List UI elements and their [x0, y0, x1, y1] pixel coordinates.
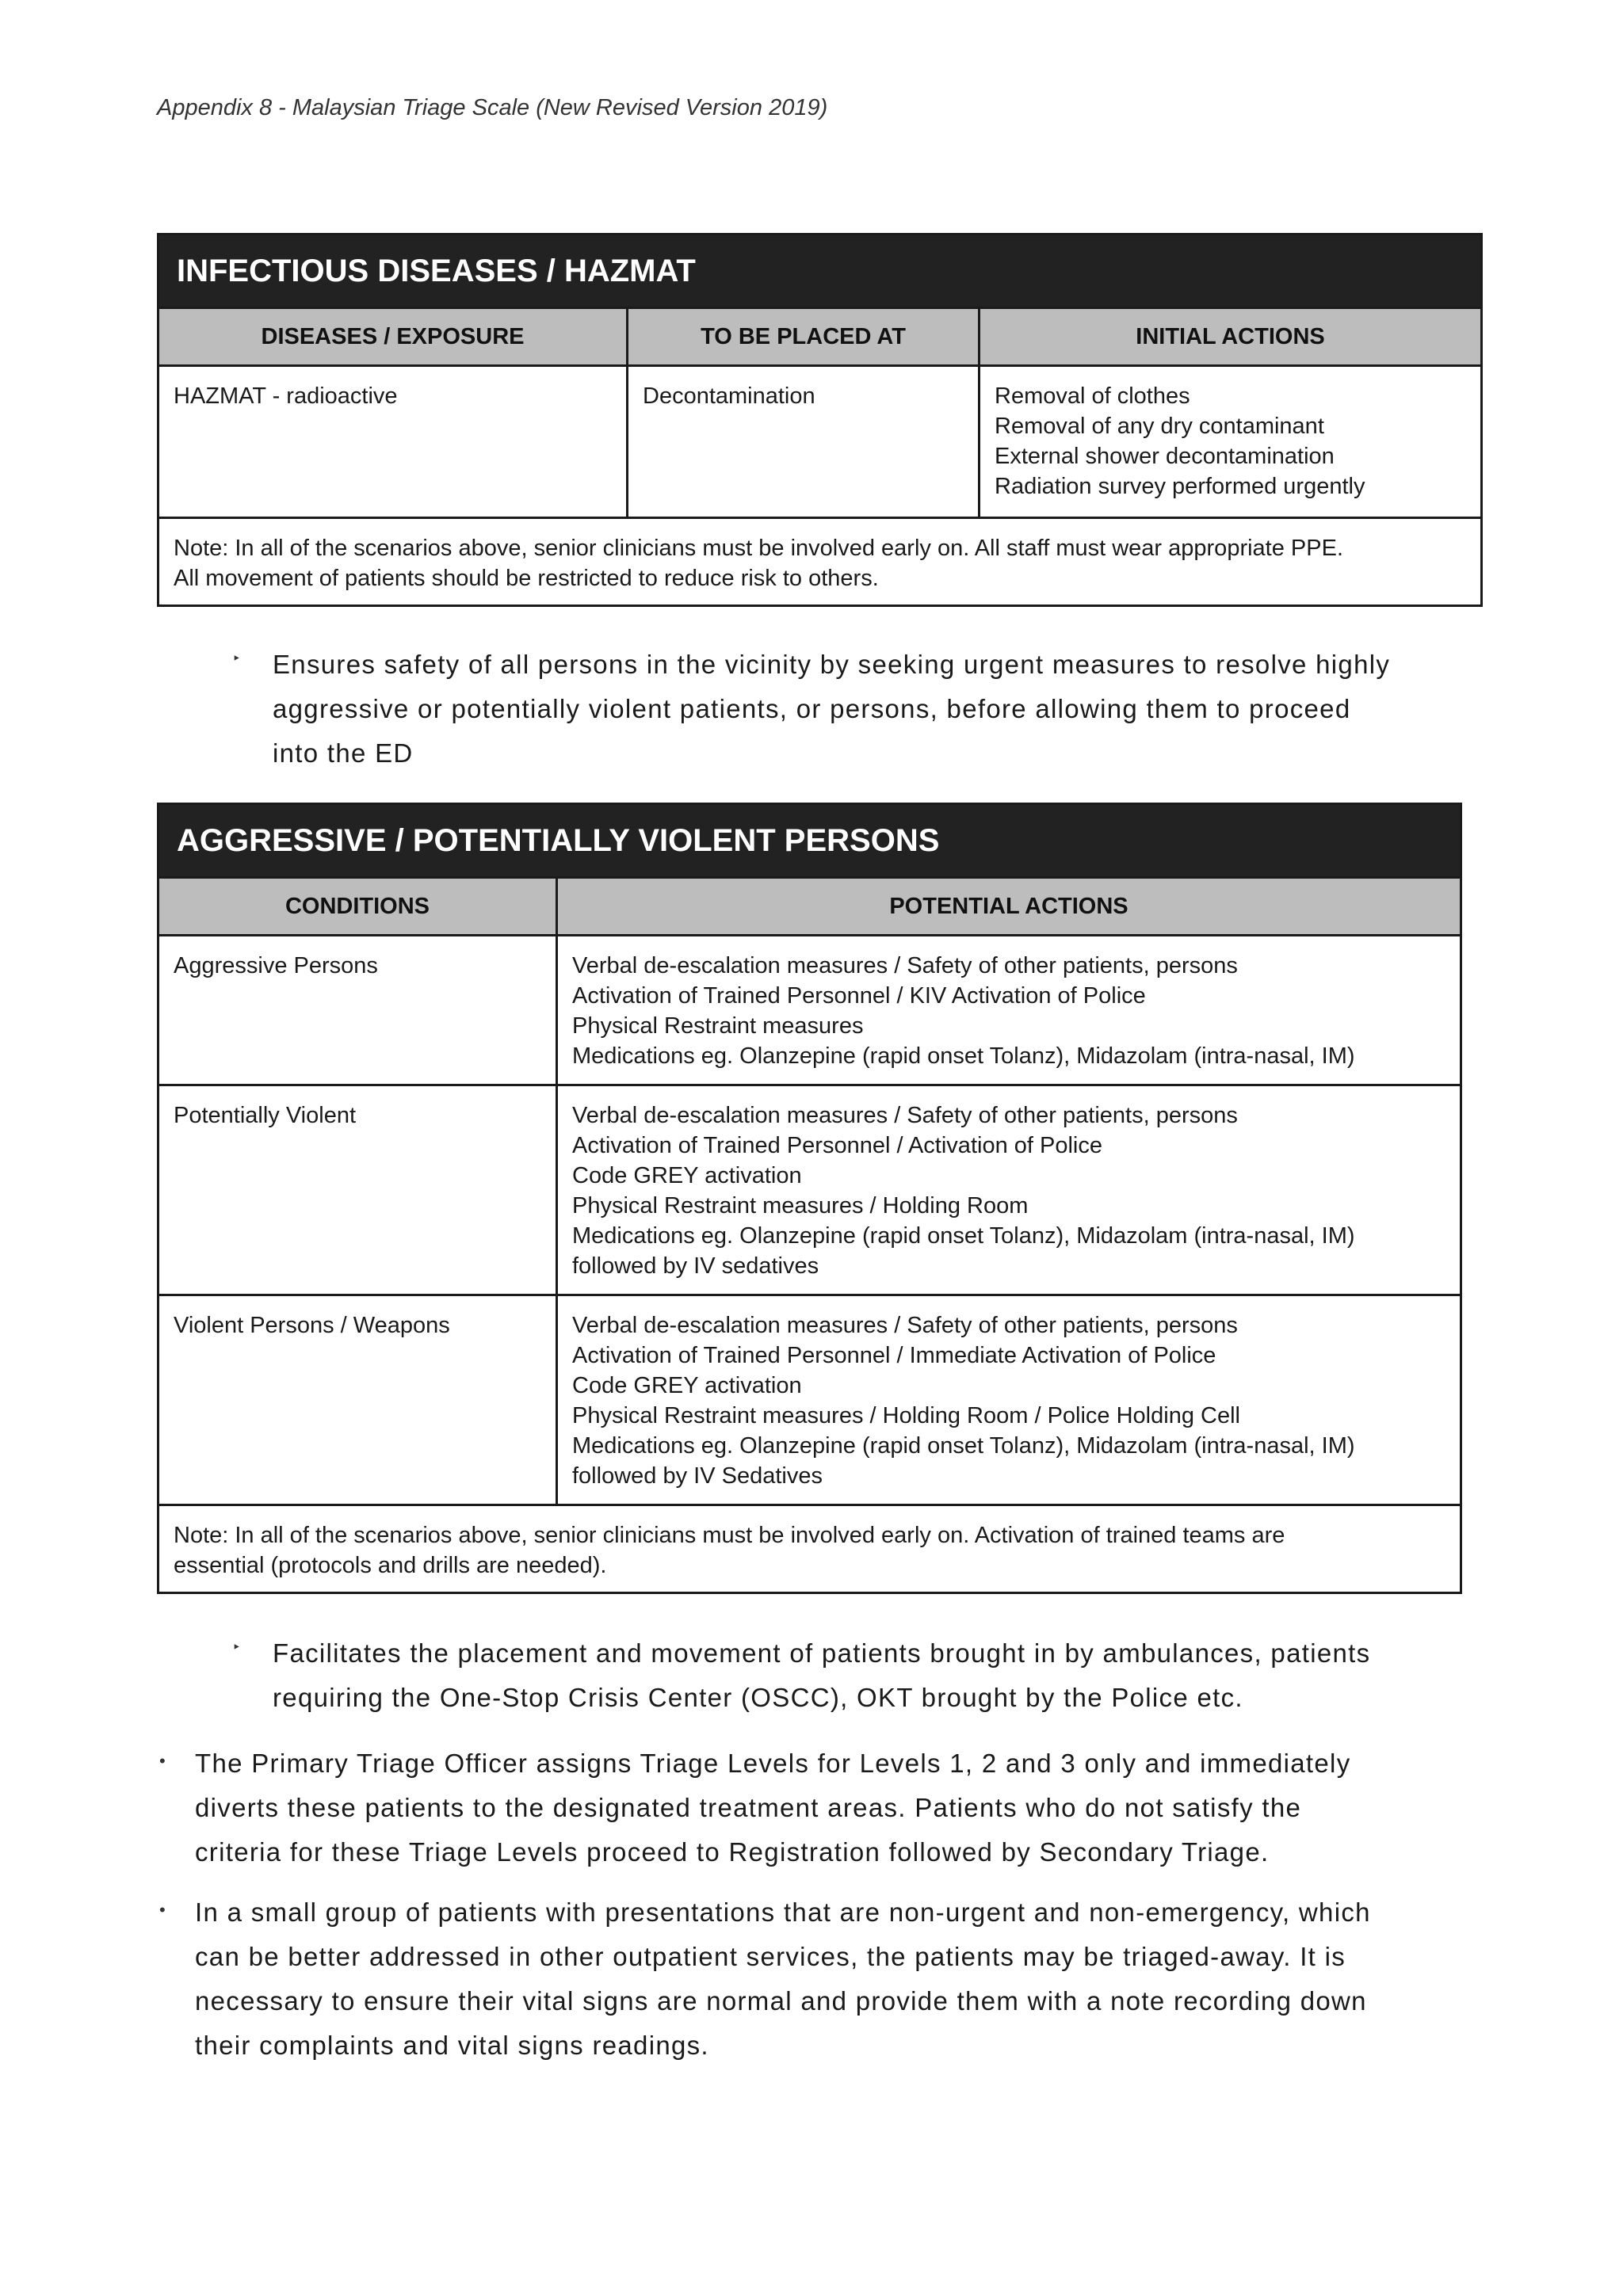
- paragraph-line: criteria for these Triage Levels proceed to Registration followed by Secondary Triage.: [195, 1837, 1270, 1867]
- note-line: Note: In all of the scenarios above, senior clinicians must be involved early on. Activation of trained teams are: [174, 1523, 1285, 1548]
- potential-actions-cell: [557, 1295, 1461, 1505]
- action-line: Activation of Trained Personnel / Immediate Activation of Police: [572, 1343, 1216, 1368]
- paragraph-line: necessary to ensure their vital signs are normal and provide them with a note recording down: [195, 1986, 1367, 2016]
- column-header: TO BE PLACED AT: [628, 308, 980, 366]
- condition-cell: Violent Persons / Weapons: [158, 1295, 557, 1505]
- aggressive-table-title: AGGRESSIVE / POTENTIALLY VIOLENT PERSONS: [158, 804, 1461, 878]
- hazmat-table: [157, 233, 1483, 607]
- table-row: [158, 1085, 1461, 1295]
- paragraph-line: The Primary Triage Officer assigns Triage Levels for Levels 1, 2 and 3 only and immediately: [195, 1749, 1351, 1778]
- hazmat-note: [158, 518, 1482, 606]
- bullet-marker: •: [159, 1900, 166, 1920]
- action-line: followed by IV sedatives: [572, 1253, 819, 1279]
- action-line: Physical Restraint measures / Holding Room: [572, 1193, 1029, 1219]
- paragraph-line: requiring the One-Stop Crisis Center (OSCC), OKT brought by the Police etc.: [273, 1683, 1243, 1712]
- bullet-marker: ‣: [232, 650, 241, 666]
- table-row: [158, 366, 1482, 518]
- paragraph-line: diverts these patients to the designated treatment areas. Patients who do not satisfy the: [195, 1793, 1302, 1822]
- bullet-marker: ‣: [232, 1639, 241, 1655]
- action-line: Medications eg. Olanzepine (rapid onset Tolanz), Midazolam (intra-nasal, IM): [572, 1223, 1355, 1249]
- action-line: Code GREY activation: [572, 1373, 802, 1398]
- column-header: CONDITIONS: [158, 878, 557, 936]
- aggressive-persons-table: [157, 803, 1462, 1594]
- aggressive-note: [158, 1505, 1461, 1593]
- action-line: Removal of any dry contaminant: [995, 414, 1324, 439]
- action-line: Physical Restraint measures: [572, 1013, 864, 1039]
- action-line: Removal of clothes: [995, 383, 1190, 409]
- bullet-marker: •: [159, 1751, 166, 1771]
- action-line: followed by IV Sedatives: [572, 1463, 823, 1489]
- note-row: [158, 518, 1482, 606]
- note-row: [158, 1505, 1461, 1593]
- action-line: Verbal de-escalation measures / Safety of other patients, persons: [572, 1103, 1238, 1128]
- initial-actions-cell: [980, 366, 1482, 518]
- hazmat-table-title: INFECTIOUS DISEASES / HAZMAT: [158, 235, 1482, 308]
- page-header: Appendix 8 - Malaysian Triage Scale (New Revised Version 2019): [157, 95, 828, 120]
- action-line: Code GREY activation: [572, 1163, 802, 1188]
- column-header: POTENTIAL ACTIONS: [557, 878, 1461, 936]
- paragraph-line: Facilitates the placement and movement of patients brought in by ambulances, patients: [273, 1638, 1371, 1668]
- potential-actions-cell: [557, 936, 1461, 1085]
- potential-actions-cell: [557, 1085, 1461, 1295]
- note-line: Note: In all of the scenarios above, senior clinicians must be involved early on. All staff must wear appropriate PPE.: [174, 536, 1343, 561]
- paragraph-line: into the ED: [273, 738, 414, 768]
- column-header: INITIAL ACTIONS: [980, 308, 1482, 366]
- action-line: Verbal de-escalation measures / Safety of other patients, persons: [572, 953, 1238, 978]
- table-row: [158, 936, 1461, 1085]
- action-line: Activation of Trained Personnel / KIV Activation of Police: [572, 983, 1146, 1009]
- note-line: All movement of patients should be restricted to reduce risk to others.: [174, 566, 879, 591]
- paragraph-line: aggressive or potentially violent patients, or persons, before allowing them to proceed: [273, 694, 1351, 723]
- action-line: Physical Restraint measures / Holding Room / Police Holding Cell: [572, 1403, 1240, 1428]
- action-line: Radiation survey performed urgently: [995, 474, 1365, 499]
- note-line: essential (protocols and drills are needed).: [174, 1553, 607, 1578]
- column-header: DISEASES / EXPOSURE: [158, 308, 628, 366]
- condition-cell: Aggressive Persons: [158, 936, 557, 1085]
- primary-triage-paragraph: [195, 1741, 1351, 1875]
- condition-cell: Potentially Violent: [158, 1085, 557, 1295]
- paragraph-line: their complaints and vital signs readings.: [195, 2031, 709, 2060]
- action-line: Medications eg. Olanzepine (rapid onset Tolanz), Midazolam (intra-nasal, IM): [572, 1043, 1355, 1069]
- table-row: [158, 1295, 1461, 1505]
- placed-at-cell: Decontamination: [628, 366, 980, 518]
- paragraph-line: can be better addressed in other outpatient services, the patients may be triaged-away. It is: [195, 1942, 1346, 1971]
- safety-paragraph: [273, 643, 1390, 776]
- paragraph-line: In a small group of patients with presentations that are non-urgent and non-emergency, which: [195, 1897, 1371, 1927]
- facilitates-paragraph: [273, 1631, 1370, 1720]
- action-line: Medications eg. Olanzepine (rapid onset Tolanz), Midazolam (intra-nasal, IM): [572, 1433, 1355, 1459]
- action-line: Verbal de-escalation measures / Safety of other patients, persons: [572, 1313, 1238, 1338]
- action-line: Activation of Trained Personnel / Activation of Police: [572, 1133, 1102, 1158]
- paragraph-line: Ensures safety of all persons in the vicinity by seeking urgent measures to resolve highly: [273, 650, 1391, 679]
- exposure-cell: HAZMAT - radioactive: [158, 366, 628, 518]
- action-line: External shower decontamination: [995, 444, 1335, 469]
- triaged-away-paragraph: [195, 1890, 1371, 2068]
